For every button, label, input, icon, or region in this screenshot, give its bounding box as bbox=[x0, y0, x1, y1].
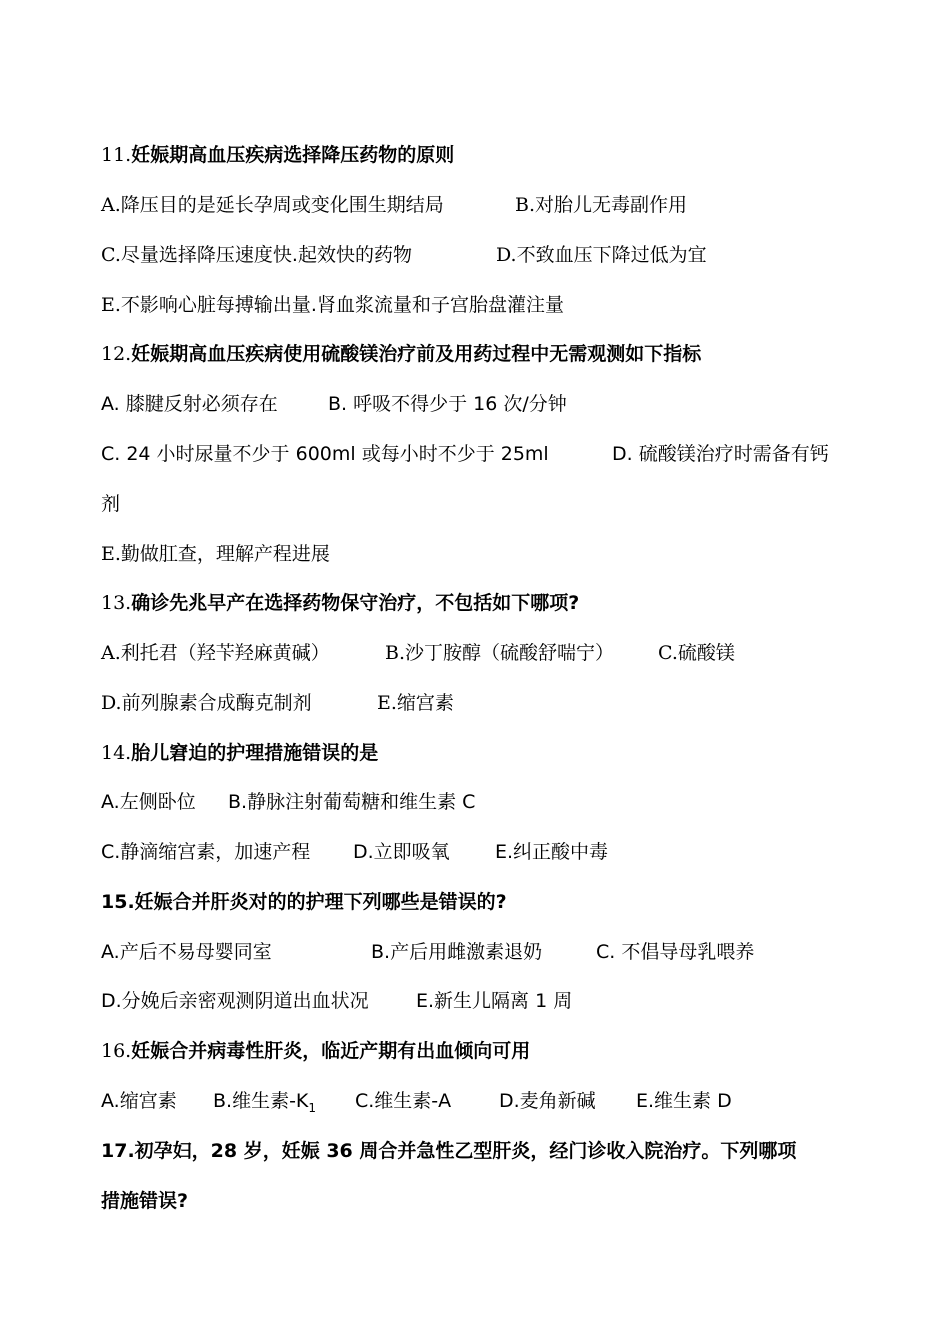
question-text: 15.妊娠合并肝炎对的的护理下列哪些是错误的? bbox=[101, 891, 507, 913]
question-text: 17.初孕妇，28 岁，妊娠 36 周合并急性乙型肝炎，经门诊收入院治疗。下列哪项 bbox=[101, 1140, 797, 1162]
option-d: D.立即吸氧 bbox=[353, 841, 450, 863]
option-letter: A. bbox=[101, 194, 121, 216]
option-b: B.产后用雌激素退奶 bbox=[371, 941, 543, 963]
question-number: 16. bbox=[101, 1040, 132, 1062]
question-number: 13. bbox=[101, 592, 132, 614]
option-c: C. 24 小时尿量不少于 600ml 或每小时不少于 25ml bbox=[101, 443, 549, 465]
option-d bbox=[496, 242, 707, 268]
question-12-options-ab bbox=[101, 391, 861, 417]
question-16-title bbox=[101, 1038, 861, 1064]
option-b bbox=[515, 192, 687, 218]
option-letter: D. bbox=[496, 244, 517, 266]
question-text: 妊娠期高血压疾病使用硫酸镁治疗前及用药过程中无需观测如下指标 bbox=[131, 343, 702, 365]
option-d: D.麦角新碱 bbox=[499, 1090, 596, 1112]
option-text: 不致血压下降过低为宜 bbox=[516, 244, 707, 266]
question-number: 12. bbox=[101, 343, 132, 365]
option-letter: A. bbox=[101, 642, 121, 664]
option-d: 前列腺素合成酶克制剂 bbox=[121, 692, 312, 714]
option-a: A.左侧卧位 bbox=[101, 791, 196, 813]
option-e bbox=[377, 690, 454, 716]
question-14-options-cde bbox=[101, 839, 861, 865]
question-14-options-ab bbox=[101, 789, 861, 815]
option-c bbox=[658, 640, 735, 666]
question-11-title bbox=[101, 142, 861, 168]
option-c: C.维生素-A bbox=[355, 1090, 452, 1112]
option-c: C. 不倡导母乳喂养 bbox=[596, 941, 755, 963]
question-text: 妊娠合并病毒性肝炎，临近产期有出血倾向可用 bbox=[131, 1040, 531, 1062]
option-b bbox=[213, 1088, 316, 1121]
question-12-option-e bbox=[101, 541, 861, 567]
question-text-continued: 措施错误? bbox=[101, 1190, 189, 1212]
option-e: 勤做肛查，理解产程进展 bbox=[120, 543, 330, 565]
option-e: E.维生素 D bbox=[636, 1090, 732, 1112]
option-text: 缩宫素 bbox=[396, 692, 454, 714]
option-a: A.缩宫素 bbox=[101, 1090, 177, 1112]
option-text: 沙丁胺醇（硫酸舒喘宁） bbox=[405, 642, 615, 664]
question-number: 14. bbox=[101, 742, 132, 764]
option-c: C.静滴缩宫素，加速产程 bbox=[101, 841, 311, 863]
subscript: 1 bbox=[308, 1100, 317, 1115]
option-b bbox=[385, 640, 614, 666]
option-letter: E. bbox=[101, 543, 121, 565]
question-12-options-cd bbox=[101, 441, 861, 467]
question-13-options-abc bbox=[101, 640, 861, 666]
question-12-option-d-continued bbox=[101, 491, 861, 517]
question-11-options-ab bbox=[101, 192, 861, 218]
option-a: 利托君（羟苄羟麻黄碱） bbox=[120, 642, 330, 664]
question-16-options bbox=[101, 1088, 861, 1114]
option-d: D. 硫酸镁治疗时需备有钙 bbox=[612, 443, 829, 465]
option-b: B. 呼吸不得少于 16 次/分钟 bbox=[328, 393, 567, 415]
option-letter: B. bbox=[385, 642, 406, 664]
option-letter: D. bbox=[101, 692, 122, 714]
question-13-title bbox=[101, 590, 861, 616]
question-text: 确诊先兆早产在选择药物保守治疗，不包括如下哪项? bbox=[131, 592, 580, 614]
option-d: D.分娩后亲密观测阴道出血状况 bbox=[101, 990, 369, 1012]
question-15-options-de bbox=[101, 988, 861, 1014]
question-number: 11. bbox=[101, 144, 132, 166]
option-e: 不影响心脏每搏输出量.肾血浆流量和子宫胎盘灌注量 bbox=[120, 294, 564, 316]
option-letter: E. bbox=[377, 692, 397, 714]
option-letter: C. bbox=[658, 642, 678, 664]
question-17-title-continued bbox=[101, 1188, 861, 1214]
option-a: A. 膝腱反射必须存在 bbox=[101, 393, 278, 415]
question-text: 胎儿窘迫的护理措施错误的是 bbox=[131, 742, 379, 764]
option-e: E.新生儿隔离 1 周 bbox=[416, 990, 573, 1012]
question-13-options-de bbox=[101, 690, 861, 716]
option-a: A.产后不易母婴同室 bbox=[101, 941, 272, 963]
question-15-options-abc bbox=[101, 939, 861, 965]
option-a: 降压目的是延长孕周或变化围生期结局 bbox=[120, 194, 444, 216]
option-c: 尽量选择降压速度快.起效快的药物 bbox=[120, 244, 412, 266]
option-d-continued: 剂 bbox=[101, 493, 121, 515]
option-letter: E. bbox=[101, 294, 121, 316]
question-14-title bbox=[101, 740, 861, 766]
question-12-title bbox=[101, 341, 861, 367]
option-letter: B. bbox=[515, 194, 536, 216]
question-17-title bbox=[101, 1138, 861, 1164]
question-11-options-cd bbox=[101, 242, 861, 268]
question-11-option-e bbox=[101, 292, 861, 318]
option-e: E.纠正酸中毒 bbox=[495, 841, 609, 863]
option-text: 硫酸镁 bbox=[677, 642, 735, 664]
question-text: 妊娠期高血压疾病选择降压药物的原则 bbox=[131, 144, 455, 166]
question-15-title bbox=[101, 889, 861, 915]
option-text: B.维生素-K bbox=[213, 1090, 309, 1112]
option-text: 对胎儿无毒副作用 bbox=[535, 194, 688, 216]
option-b: B.静脉注射葡萄糖和维生素 C bbox=[228, 791, 476, 813]
option-letter: C. bbox=[101, 244, 121, 266]
